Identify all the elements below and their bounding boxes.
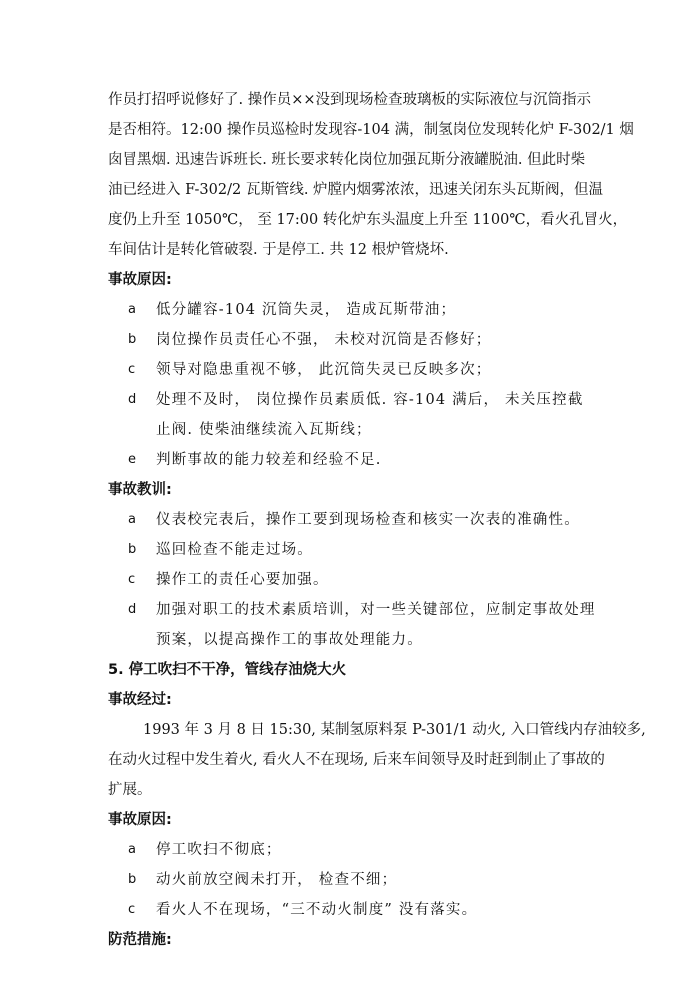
list-marker: c [128,572,136,587]
list-marker: a [128,302,136,317]
list-item-text: 处理不及时， 岗位操作员素质低. 容-104 满后， 未关压控截止阀. 使柴油继续流入瓦斯线； [156,392,584,438]
section-title: 5. 停工吹扫不干净，管线存油烧大火 [108,662,347,678]
process-line: 扩展。 [108,782,152,798]
list-item-text: 领导对隐患重视不够， 此沉筒失灵已反映多次； [156,362,492,378]
list-item-text: 操作工的责任心要加强。 [156,572,329,588]
lesson-heading: 事故教训: [108,482,172,498]
intro-line: 作员打招呼说修好了. 操作员××没到现场检查玻璃板的实际液位与沉筒指示 [108,92,592,108]
list-item [128,505,598,535]
list-item [128,565,598,595]
list-item [128,385,598,445]
list-item-text: 停工吹扫不彻底； [156,842,282,858]
list-marker: e [128,452,136,467]
list-item-text: 动火前放空阀未打开， 检查不细； [156,872,398,888]
intro-line: 囱冒黑烟. 迅速告诉班长. 班长要求转化岗位加强瓦斯分液罐脱油. 但此时柴 [108,152,586,168]
list-item [128,355,598,385]
list-marker: d [128,602,137,617]
list-marker: b [128,872,137,887]
process-line: 1993 年 3 月 8 日 15:30, 某制氢原料泵 P-301/1 动火, 入口管线内存油较多, [143,722,646,738]
measures-heading: 防范措施: [108,932,172,948]
cause-heading: 事故原因: [108,812,172,828]
intro-line: 油已经进入 F-302/2 瓦斯管线. 炉膛内烟雾浓浓，迅速关闭东头瓦斯阀，但温 [108,182,604,198]
list-item-text: 岗位操作员责任心不强， 未校对沉筒是否修好； [156,332,492,348]
list-item [128,445,598,475]
list-item-text: 仪表校完表后，操作工要到现场检查和核实一次表的准确性。 [156,512,580,528]
list-marker: b [128,332,137,347]
list-item-text: 看火人不在现场，“三不动火制度” 没有落实。 [156,902,478,918]
list-item-text: 巡回检查不能走过场。 [156,542,313,558]
list-item [128,865,598,895]
list-marker: a [128,512,136,527]
list-marker: c [128,362,136,377]
list-item-text: 加强对职工的技术素质培训，对一些关键部位，应制定事故处理预案，以提高操作工的事故处理能力。 [156,602,596,648]
list-item-text: 低分罐容-104 沉筒失灵， 造成瓦斯带油； [156,302,457,318]
list-item-text: 判断事故的能力较差和经验不足. [156,452,382,468]
list-item [128,835,598,865]
list-marker: d [128,392,137,407]
process-line: 在动火过程中发生着火, 看火人不在现场, 后来车间领导及时赶到制止了事故的 [108,752,605,768]
list-item [128,595,598,655]
list-item [128,295,598,325]
intro-line: 是否相符。12:00 操作员巡检时发现容-104 满，制氢岗位发现转化炉 F-302/1 烟 [108,122,634,138]
list-marker: b [128,542,137,557]
list-marker: c [128,902,136,917]
list-marker: a [128,842,136,857]
list-item [128,535,598,565]
intro-line: 车间估计是转化管破裂. 于是停工. 共 12 根炉管烧坏. [108,242,449,258]
process-heading: 事故经过: [108,692,172,708]
list-item [128,325,598,355]
cause-heading: 事故原因: [108,272,172,288]
list-item [128,895,598,925]
intro-line: 度仍上升至 1050℃， 至 17:00 转化炉东头温度上升至 1100℃，看火孔冒火， [108,212,628,228]
